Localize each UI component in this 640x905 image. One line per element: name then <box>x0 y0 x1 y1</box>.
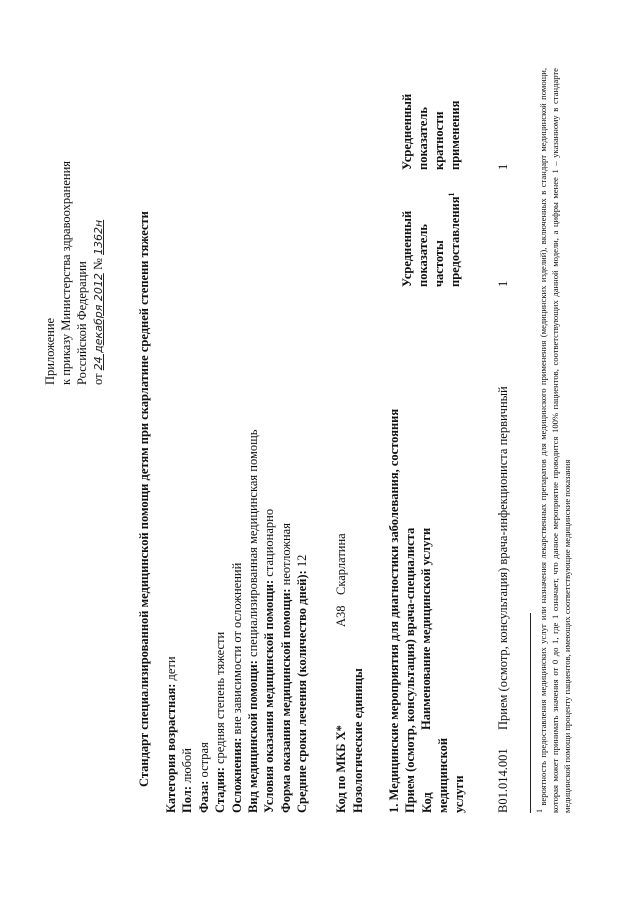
properties-list <box>163 430 311 813</box>
header-code: Код медицинской услуги <box>420 737 466 813</box>
document-title: Стандарт специализированной медицинской помощи детям при скарлатине средней степени тяжести <box>137 211 151 787</box>
property-label: Фаза: <box>196 780 211 813</box>
section-subtitle: Прием (осмотр, консультация) врача-специалиста <box>403 527 417 813</box>
footnote-mark: 1 <box>535 809 545 813</box>
property-value: острая <box>196 742 211 781</box>
property-label: Категория возрастная: <box>164 683 178 813</box>
property-value: стационарно <box>262 508 277 580</box>
table-row-code: B01.014.001 <box>496 748 510 813</box>
appendix-number: 1362н <box>92 219 105 255</box>
header-frequency-text: Усредненный показатель частоты предоставления <box>400 196 462 287</box>
property-value: дети <box>164 656 178 684</box>
appendix-from-label: от <box>91 373 105 385</box>
table-row-multiplicity: 1 <box>496 163 510 170</box>
appendix-date-line <box>90 161 107 385</box>
table-row-name: Прием (осмотр, консультация) врача-инфекциониста первичный <box>496 386 510 730</box>
property-label: Средние сроки лечения (количество дней): <box>295 570 310 813</box>
header-frequency-footnote-mark: 1 <box>446 192 456 197</box>
property-label: Форма оказания медицинской помощи: <box>278 588 293 813</box>
property-row <box>196 430 212 813</box>
mkb-label: Код по МКБ X* <box>334 725 348 813</box>
header-name: Наименование медицинской услуги <box>419 527 433 730</box>
property-row <box>294 430 310 813</box>
header-multiplicity: Усредненный показатель кратности применения <box>400 93 462 170</box>
appendix-number-label: № <box>91 258 105 271</box>
mkb-code: A38 <box>334 605 348 627</box>
property-value: любой <box>180 748 195 787</box>
property-row <box>229 430 245 813</box>
appendix-block <box>42 161 107 385</box>
property-label: Вид медицинской помощи: <box>246 660 261 813</box>
table-row-frequency: 1 <box>496 280 510 287</box>
property-label: Стадия: <box>213 767 228 813</box>
nozological-units-label: Нозологические единицы <box>351 668 365 813</box>
property-row <box>278 430 294 813</box>
property-label: Условия оказания медицинской помощи: <box>262 579 277 813</box>
header-frequency <box>399 177 463 287</box>
appendix-line-2: к приказу Министерства здравоохранения <box>59 160 73 385</box>
property-value: неотложная <box>278 523 293 589</box>
footnote-divider <box>530 613 531 813</box>
mkb-name: Скарлатина <box>334 533 348 595</box>
footnote <box>537 68 573 813</box>
section-title: 1. Медицинские мероприятия для диагностики заболевания, состояния <box>387 408 401 813</box>
property-label: Осложнения: <box>229 737 244 813</box>
appendix-line-1: Приложение <box>43 317 57 385</box>
property-row <box>245 430 261 813</box>
appendix-date: 24 декабря 2012 <box>92 273 105 371</box>
property-row <box>212 430 228 813</box>
property-value: вне зависимости от осложнений <box>229 562 244 738</box>
property-label: Пол: <box>180 786 195 813</box>
appendix-line-3: Российской Федерации <box>75 261 89 385</box>
property-value: средняя степень тяжести <box>213 631 228 768</box>
footnote-text: вероятность предоставления медицинских услуг или назначения лекарственных препаратов для медицинского применения (медицинских изделий), включенных в стандарт медицинской помощи, которая может принимать значения от 0 до 1, где 1 означает, что данное мероприятие проводится 100% пациентов, соответствующих данной модели, а цифры менее 1 – указанному в стандарте медицинской помощи проценту пациентов, имеющих соответствующие медицинские показания <box>538 68 572 813</box>
property-value: специализированная медицинская помощь <box>246 429 261 661</box>
property-row <box>179 430 195 813</box>
property-value: 12 <box>295 554 310 571</box>
property-row <box>163 430 179 813</box>
property-row <box>261 430 277 813</box>
